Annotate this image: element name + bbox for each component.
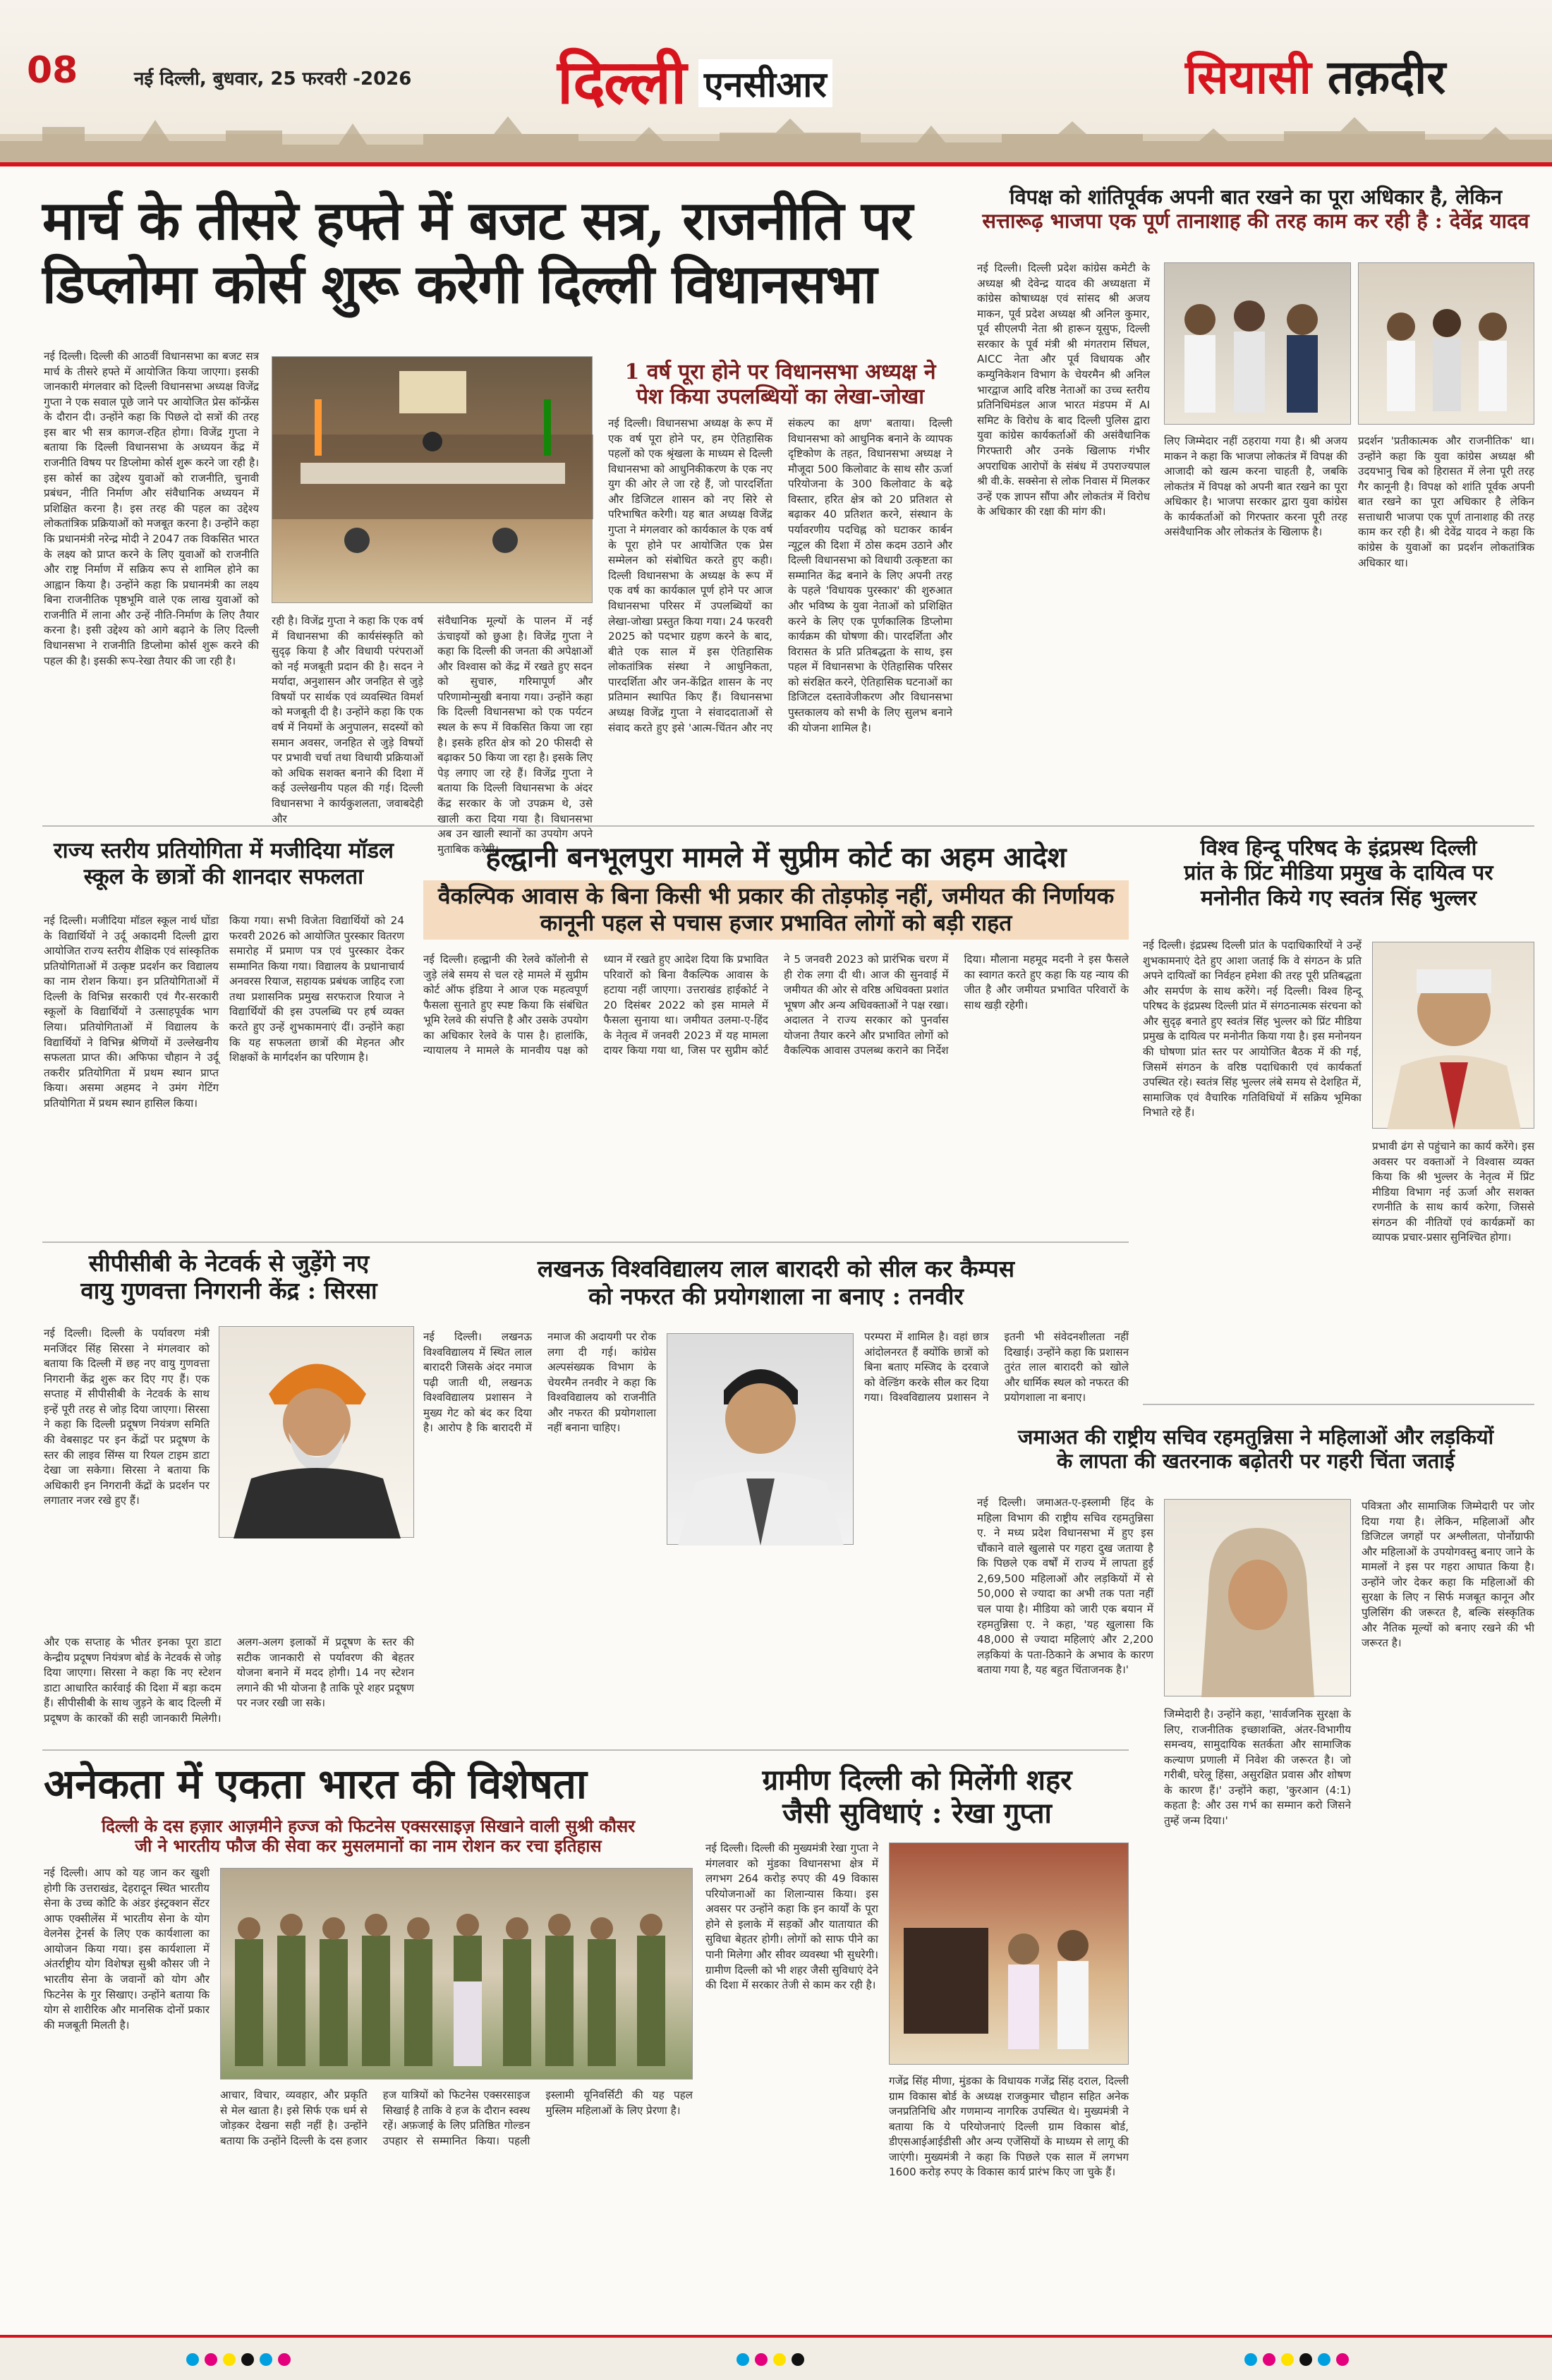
- assembly-hall-icon: [272, 357, 593, 604]
- bhullar-portrait: [1372, 942, 1534, 1129]
- unity-body-right: आचार, विचार, व्यवहार, और प्रकृति से मेल खाता है। इसे सिर्फ एक धर्म से जोड़कर देखना सही नहीं है। उन्होंने बताया कि उन्होंने दिल्ली के दस हजार हज यात्रियों को फिटनेस एक्सरसाइज सिखाई है ताकि वे हज के दौरान स्वस्थ रहें। अफ़जाई के लिए प्रतिष्ठित गोल्डन उपहार से सम्मानित किया। पहली इस्लामी यूनिवर्सिटी की यह पहल मुस्लिम महिलाओं के लिए प्रेरणा है।: [220, 2089, 693, 2147]
- rahmatunnisa-portrait: [1164, 1499, 1351, 1696]
- vhp-body-right: प्रभावी ढंग से पहुंचाने का कार्य करेंगे। इस अवसर पर वक्ताओं ने विश्वास व्यक्त किया कि श्री भुल्लर के नेतृत्व में प्रिंट मीडिया विभाग नई ऊर्जा और सशक्त रणनीति के साथ कार्य करेगा, जिससे संगठन की नीतियों एवं कार्यक्रमों का व्यापक प्रचार-प्रसार सुनिश्चित होगा।: [1372, 1140, 1534, 1244]
- lucknow-headline-line1: लखनऊ विश्वविद्यालय लाल बारादरी को सील कर कैम्पस: [537, 1255, 1015, 1282]
- rural-body-right: गजेंद्र सिंह मीणा, मुंडका के विधायक गजेंद्र सिंह दराल, दिल्ली ग्राम विकास बोर्ड के अध्यक्ष राजकुमार चौहान सहित अनेक जनप्रतिनिधि और गणमान्य नागरिक उपस्थित थे। मुख्यमंत्री ने बताया कि ये परियोजनाएं दिल्ली ग्राम विकास बोर्ड, डीएसआईआईडीसी और अन्य एजेंसियों के माध्यम से लागू की जाएंगी। मुख्यमंत्री ने कहा कि पिछले एक साल में लगभग 1600 करोड़ रुपए के विकास कार्य प्रारंभ किए जा चुके हैं।: [889, 2075, 1129, 2179]
- opposition-body-right: प्रदर्शन 'प्रतीकात्मक और राजनीतिक' था। उन्होंने कहा कि युवा कांग्रेस अध्यक्ष श्री उदयभानु चिब को हिरासत में लेना पूरी तरह गैर कानूनी है। विपक्ष को शांति पूर्वक अपनी बात रखने का पूरा अधिकार है लेकिन सत्ताधारी भाजपा एक पूर्ण तानाशाह की तरह काम कर रही है। श्री देवेंद्र यादव ने कहा कि कांग्रेस के युवाओं का प्रदर्शन लोकतांत्रिक अधिकार था।: [1358, 435, 1534, 569]
- jamaat-body: नई दिल्ली। जमाअत-ए-इस्लामी हिंद के महिला विभाग की राष्ट्रीय सचिव रहमतुन्निसा ए. ने मध्य प्रदेश विधानसभा में हुए इस चौंकाने वाले खुलासे पर गहरा दुख जताया है कि पिछले एक वर्षों में राज्य में लापता हुई 2,69,500 महिलाओं और लड़कियों में से 50,000 से ज्यादा का अभी तक पता नहीं चल पाया है। मीडिया को जारी एक बयान में रहमतुन्निसा ए. ने कहा, 'यह खुलासा कि 48,000 से ज्यादा महिलाएं और 2,200 लड़कियां के पता-ठिकाने के अभाव के कारण बताया गया है, यह बहुत चिंताजनक है।': [977, 1496, 1153, 1677]
- portrait-woman-hijab-icon: [1165, 1500, 1352, 1697]
- lucknow-headline: [423, 1256, 1129, 1311]
- soldiers-group-icon: [221, 1869, 693, 2080]
- section-title: [1185, 44, 1445, 107]
- rural-headline-line1: ग्रामीण दिल्ली को मिलेंगी शहर: [762, 1763, 1072, 1797]
- tanveer-portrait: [667, 1333, 854, 1545]
- section-title-b: तक़दीर: [1327, 49, 1446, 104]
- haldwani-subhead-line1: वैकल्पिक आवास के बिना किसी भी प्रकार की तोड़फोड़ नहीं, जमीयत की निर्णायक: [437, 882, 1115, 909]
- lucknow-headline-line2: को नफरत की प्रयोगशाला ना बनाए : तनवीर: [588, 1282, 964, 1310]
- footer-color-bar: [0, 2335, 1552, 2380]
- cpcb-headline-line2: वायु गुणवत्ता निगरानी केंद्र : सिरसा: [80, 1276, 377, 1304]
- cm-event-photo: [889, 1842, 1129, 2065]
- lead-headline: [42, 189, 952, 315]
- haldwani-headline: हल्द्वानी बनभूलपुरा मामले में सुप्रीम कोर्ट का अहम आदेश: [485, 841, 1067, 874]
- cpcb-body-wide: और एक सप्ताह के भीतर इनका पूरा डाटा केन्द्रीय प्रदूषण नियंत्रण बोर्ड के नेटवर्क से जोड़ दिया जाएगा। सिरसा ने कहा कि नए स्टेशन डाटा आधारित कार्रवाई की दिशा में बड़ा कदम हैं। सीपीसीबी के साथ जुड़ने के बाद दिल्ली में प्रदूषण के कारकों की सही जानकारी मिलेगी। अलग-अलग इलाकों में प्रदूषण के स्तर की सटीक जानकारी से पर्यावरण की बेहतर योजना बनाने में मदद होगी। 14 नए स्टेशन लगाने की भी योजना है ताकि पूरे शहर प्रदूषण पर नजर रखी जा सके।: [44, 1636, 414, 1725]
- delegation-group-icon: [1165, 263, 1352, 425]
- haldwani-subhead: [423, 880, 1129, 940]
- rural-headline: [705, 1763, 1129, 1830]
- masthead: [0, 0, 1552, 162]
- brand-logo: दिल्ली: [557, 47, 686, 118]
- section-rule-4: [42, 1749, 1129, 1751]
- color-registration-dots-right: [1242, 2353, 1352, 2369]
- model-school-body: नई दिल्ली। मजीदिया मॉडल स्कूल नार्थ घोंडा के विद्यार्थियों ने उर्दू अकादमी दिल्ली द्वारा आयोजित राज्य स्तरीय शैक्षिक एवं सांस्कृतिक प्रतियोगिताओं में उत्कृष्ट प्रदर्शन कर विद्यालय का नाम रोशन किया। इन प्रतियोगिताओं में दिल्ली के विभिन्न सरकारी एवं गैर-सरकारी स्कूलों के विद्यार्थियों ने उत्साहपूर्वक भाग लिया। प्रतियोगिताओं में विद्यालय के विद्यार्थियों ने विभिन्न श्रेणियों में उल्लेखनीय सफलता प्राप्त की। अफिफा चौहान ने उर्दू तकरीर प्रतियोगिता में प्रथम स्थान प्राप्त किया। असमा अहमद ने उमंग गेटिंग प्रतियोगिता में प्रथम स्थान हासिल किया।: [44, 914, 219, 1110]
- jamaat-headline-line2: के लापता की खतरनाक बढ़ोतरी पर गहरी चिंता जताई: [1057, 1449, 1455, 1474]
- sirsa-portrait: [219, 1326, 414, 1538]
- opposition-headline-line2: सत्तारूढ़ भाजपा एक पूर्ण तानाशाह की तरह काम कर रही है : देवेंद्र यादव: [982, 209, 1529, 233]
- color-registration-dots-center: [734, 2353, 807, 2369]
- unity-subhead-line2: जी ने भारतीय फौज की सेवा कर मुसलमानों का नाम रोशन कर रचा इतिहास: [135, 1835, 602, 1857]
- model-school-headline-line2: स्कूल के छात्रों की शानदार सफलता: [83, 863, 364, 890]
- cpcb-headline-line1: सीपीसीबी के नेटवर्क से जुड़ेंगे नए: [88, 1249, 370, 1277]
- lead-headline-line2: डिप्लोमा कोर्स शुरू करेगी दिल्ली विधानसभा: [42, 252, 877, 315]
- lead-body-mid: रही है। विजेंद्र गुप्ता ने कहा कि एक वर्ष में विधानसभा की कार्यसंस्कृति को सुदृढ़ किया है और विधायी परंपराओं को नई मजबूती प्रदान की है। सदन ने मर्यादा, अनुशासन और जनहित से जुड़े विषयों पर सार्थक एवं व्यवस्थित विमर्श को मजबूती दी है। उन्होंने कहा कि एक वर्ष में नियमों के अनुपालन, सदस्यों को समान अवसर, जनहित से जुड़े विषयों पर प्रभावी चर्चा तथा विधायी प्रक्रियाओं को अधिक सशक्त बनाने की दिशा में कई उल्लेखनीय पहल की गई। दिल्ली विधानसभा ने कार्यकुशलता, जवाबदेही और: [272, 614, 423, 825]
- lead-body-left: नई दिल्ली। दिल्ली की आठवीं विधानसभा का बजट सत्र मार्च के तीसरे हफ्ते में आयोजित किया जाएगा। इसकी जानकारी मंगलवार को दिल्ली विधानसभा अध्यक्ष विजेंद्र गुप्ता ने एक सवाल पूछे जाने पर आयोजित प्रेस कॉन्फ्रेंस के दौरान दी। उन्होंने कहा कि पिछले दो सत्रों की तरह इस बार भी सत्र कागज-रहित होगा। विजेंद्र गुप्ता ने बताया कि दिल्ली विधानसभा के अध्ययन केंद्र में राजनीति विषय पर डिप्लोमा कोर्स शुरू करने जा रही है। इस कोर्स का उद्देश्य युवाओं को राजनीति, चुनावी प्रबंधन, नीति निर्माण और संवैधानिक अध्ययन में प्रशिक्षित करना है। इस तरह की पहल का उद्देश्य लोकतांत्रिक प्रक्रियाओं को मजबूत करना है। उन्होंने कहा कि प्रधानमंत्री नरेन्द्र मोदी ने 2047 तक विकसित भारत के लक्ष्य को प्राप्त करने के लिए युवाओं को राजनीति और राष्ट्र निर्माण में सक्रिय रूप से शामिल होने का आह्वान किया है। उन्होंने कहा कि प्रधानमंत्री का लक्ष्य बिना राजनीतिक पृष्ठभूमि वाले एक लाख युवाओं को राजनीति में लाना और उन्हें नीति-निर्माण के लिए तैयार करना है। इसी उद्देश्य को आगे बढ़ाने के लिए दिल्ली विधानसभा ने राजनीति डिप्लोमा कोर्स शुरू करने की पहल की है। इसकी रूप-रेखा तैयार की जा रही है।: [44, 350, 259, 667]
- jamaat-headline-line1: जमाअत की राष्ट्रीय सचिव रहमतुन्निसा ने महिलाओं और लड़कियों: [1017, 1425, 1494, 1449]
- rural-headline-line2: जैसी सुविधाएं : रेखा गुप्ता: [782, 1797, 1052, 1830]
- meeting-group-icon: [1359, 263, 1535, 425]
- delegation-photo-1: [1164, 262, 1351, 425]
- cpcb-headline: [44, 1250, 414, 1305]
- unity-headline: अनेकता में एकता भारत की विशेषता: [44, 1760, 587, 1808]
- unity-subhead-line1: दिल्ली के दस हज़ार आज़मीने हज्ज को फिटनेस एक्सरसाइज़ सिखाने वाली सुश्री कौसर: [101, 1816, 636, 1836]
- unity-body: नई दिल्ली। आप को यह जान कर खुशी होगी कि उत्तराखंड, देहरादून स्थित भारतीय सेना के उच्च कोटि के अंडर इंस्ट्रक्शन सेंटर आफ एक्सीलेंस में भारतीय सेना के योग वेलनेस ट्रेनर्स के लिए एक कार्यशाला का आयोजन किया गया। इस कार्यशाला में अंतर्राष्ट्रीय योग विशेषज्ञ सुश्री कौसर जी ने भारतीय सेना के जवानों को योग और फिटनेस के गुर सिखाए। उन्होंने बताया कि योग से शारीरिक और मानसिक दोनों प्रकार की मजबूती मिलती है।: [44, 1866, 210, 2032]
- model-school-headline: [44, 838, 404, 890]
- lead-headline-line1: मार्च के तीसरे हफ्ते में बजट सत्र, राजनीति पर: [42, 189, 913, 252]
- masthead-divider: [0, 162, 1552, 166]
- vhp-headline-line2: प्रांत के प्रिंट मीडिया प्रमुख के दायित्व पर: [1184, 861, 1493, 886]
- delegation-photo-2: [1358, 262, 1534, 425]
- foundation-stone-ceremony-icon: [890, 1843, 1129, 2065]
- lucknow-body: नई दिल्ली। लखनऊ विश्वविद्यालय में स्थित लाल बारादरी जिसके अंदर नमाज पढ़ी जाती थी, लखनऊ विश्वविद्यालय प्रशासन ने मुख्य गेट को बंद कर दिया है। आरोप है कि बारादरी में नमाज की अदायगी पर रोक लगा दी गई। कांग्रेस अल्पसंख्यक विभाग के चेयरमैन तनवीर ने कहा कि विश्वविद्यालय को राजनीति और नफरत की प्रयोगशाला नहीं बनाना चाहिए।: [423, 1330, 656, 1435]
- model-school-body-right: किया गया। सभी विजेता विद्यार्थियों को 24 फरवरी 2026 को आयोजित पुरस्कार वितरण समारोह में प्रमाण पत्र एवं पुरस्कार देकर सम्मानित किया गया। विद्यालय के प्रधानाचार्य अनवरस रियाज, सहायक प्रबंधक जाहिद रजा तथा प्रशासनिक प्रमुख सरफराज रियाज ने विद्यार्थियों की इस उपलब्धि पर हर्ष व्यक्त करते हुए उन्हें शुभकामनाएं दीं। उन्होंने कहा कि यह सफलता छात्रों की मेहनत और शिक्षकों के मार्गदर्शन का परिणाम है।: [229, 914, 404, 1064]
- army-yoga-photo: [220, 1868, 693, 2080]
- vhp-body: नई दिल्ली। इंद्रप्रस्थ दिल्ली प्रांत के पदाधिकारियों ने उन्हें शुभकामनाएं देते हुए आशा जताई कि वे संगठन के प्रति अपने दायित्वों का निर्वहन हमेशा की तरह पूरी प्रतिबद्धता और समर्पण के साथ करेंगे। नई दिल्ली। विश्व हिन्दू परिषद के इंद्रप्रस्थ दिल्ली प्रांत में संगठनात्मक संरचना को और सुदृढ़ बनाते हुए स्वतंत्र सिंह भुल्लर को प्रिंट मीडिया प्रमुख के दायित्व पर मनोनीत किया गया है। इस मनोनयन की घोषणा प्रांत स्तर पर आयोजित बैठक में की गई, जिसमें संगठन के वरिष्ठ पदाधिकारी एवं कार्यकर्ता उपस्थित रहे। स्वतंत्र सिंह भुल्लर लंबे समय से देशहित में, सामाजिक एवं वैचारिक गतिविधियों में सक्रिय भूमिका निभाते रहे हैं।: [1143, 939, 1362, 1119]
- vhp-headline-line1: विश्व हिन्दू परिषद के इंद्रप्रस्थ दिल्ली: [1200, 836, 1477, 861]
- section-rule-2: [42, 1241, 1129, 1243]
- vhp-headline-line3: मनोनीत किये गए स्वतंत्र सिंह भुल्लर: [1200, 885, 1477, 911]
- vhp-headline: [1143, 836, 1534, 911]
- dateline: नई दिल्ली, बुधवार, 25 फरवरी -2026: [134, 68, 412, 90]
- section-rule-3: [1143, 1404, 1534, 1405]
- portrait-turban-man-icon: [219, 1327, 415, 1538]
- opposition-headline: [977, 185, 1534, 233]
- unity-subhead: [44, 1816, 693, 1857]
- portrait-man-icon: [1373, 942, 1535, 1129]
- section-rule-1: [42, 825, 1534, 827]
- city-skyline-icon: [0, 113, 1552, 162]
- opposition-body-top: नई दिल्ली। दिल्ली प्रदेश कांग्रेस कमेटी के अध्यक्ष श्री देवेन्द्र यादव की अध्यक्षता में कांग्रेस कोषाध्यक्ष एवं सांसद श्री अजय माकन, पूर्व प्रदेश अध्यक्ष श्री अनिल कुमार, पूर्व सीएलपी नेता श्री हारून यूसुफ, दिल्ली सरकार के पूर्व मंत्री श्री मंगतराम सिंघल, AICC नेता और पूर्व विधायक और कम्युनिकेशन विभाग के चेयरमैन श्री अनिल भारद्वाज आदि वरिष्ठ नेताओं का उच्च स्तरीय प्रतिनिधिमंडल आज भारत मंडपम में AI समिट के विरोध के बाद दिल्ली पुलिस द्वारा युवा कांग्रेस कार्यकर्ताओं की असंवैधानिक गिरफ्तारी और उनके खिलाफ गंभीर अपराधिक आरोपों के संबंध में उपराज्यपाल श्री वी.के. सक्सेना से लोक निवास में मिलकर उन्हें एक ज्ञापन सौंपा और लोकतंत्र में विरोध के अधिकार की रक्षा की मांग की।: [977, 262, 1150, 518]
- anniversary-body: नई दिल्ली। विधानसभा अध्यक्ष के रूप में एक वर्ष पूरा होने पर, हम ऐतिहासिक पहलों को एक श्रृंखला के माध्यम से दिल्ली विधानसभा को आधुनिकीकरण के एक नए युग की ओर ले जा रहे हैं, जो पारदर्शिता और डिजिटल शासन को नए सिरे से परिभाषित करेगी। यह बात अध्यक्ष विजेंद्र गुप्ता ने मंगलवार को कार्यकाल के एक वर्ष के पूरा होने पर आयोजित एक प्रेस सम्मेलन को संबोधित करते हुए कही। दिल्ली विधानसभा के अध्यक्ष के रूप में एक वर्ष का कार्यकाल पूर्ण होने पर आज विधानसभा परिसर में उपलब्धियों का लेखा-जोखा प्रस्तुत किया गया। 24 फरवरी 2025 को पदभार ग्रहण करने के बाद, बीते एक साल में इस ऐतिहासिक लोकतांत्रिक संस्था ने आधुनिकता, पारदर्शिता और जन-केंद्रित शासन के नए प्रतिमान स्थापित किए हैं। विधानसभा अध्यक्ष विजेंद्र गुप्ता ने संवाददाताओं से संवाद करते हुए इसे 'आत्म-चिंतन और नए संकल्प का क्षण' बताया। दिल्ली विधानसभा को आधुनिक बनाने के व्यापक दृष्टिकोण के तहत, विधानसभा अध्यक्ष ने मौजूदा 500 किलोवाट के साथ सौर ऊर्जा परियोजना के 300 किलोवाट के बढ़े विस्तार, हरित क्षेत्र को 20 प्रतिशत से बढ़ाकर 40 प्रतिशत करने, संस्थान के पर्यावरणीय पदचिह्न को घटाकर कार्बन न्यूट्रल की दिशा में ठोस कदम उठाने और दिल्ली विधानसभा को विधायी उत्कृष्टता का सम्मानित केंद्र बनाने के लिए अपनी तरह के पहले 'विधायक पुरस्कार' की शुरुआत और भविष्य के युवा नेताओं को प्रशिक्षित करने के लिए एक पूर्णकालिक डिप्लोमा कार्यक्रम की घोषणा की। पारदर्शिता और विरासत के प्रति प्रतिबद्धता के साथ, इस पहल में विधानसभा के ऐतिहासिक परिसर को संरक्षित करने, ऐतिहासिक घटनाओं का डिजिटल दस्तावेजीकरण और विधानसभा पुस्तकालय को सभी के लिए सुलभ बनाने की योजना शामिल है।: [608, 417, 952, 734]
- brand-sub: एनसीआर: [698, 59, 832, 107]
- portrait-man-icon: [667, 1334, 854, 1546]
- assembly-photo: [272, 356, 593, 603]
- section-title-a: सियासी: [1185, 49, 1311, 104]
- rural-body: नई दिल्ली। दिल्ली की मुख्यमंत्री रेखा गुप्ता ने मंगलवार को मुंडका विधानसभा क्षेत्र में लगभग 264 करोड़ रुपए की 49 विकास परियोजनाओं का शिलान्यास किया। इस अवसर पर उन्होंने कहा कि इन कार्यों के पूरा होने से इलाके में सड़कों और यातायात की सुविधा बेहतर होगी। लोगों को साफ पीने का पानी मिलेगा और सीवर व्यवस्था भी सुधरेगी। ग्रामीण दिल्ली को भी शहर जैसी सुविधाएं देने की दिशा में सरकार तेजी से काम कर रही है।: [705, 1842, 878, 1992]
- anniversary-headline: 1 वर्ष पूरा होने पर विधानसभा अध्यक्ष ने पेश किया उपलब्धियों का लेखा-जोखा: [624, 360, 936, 410]
- color-registration-dots-left: [183, 2353, 293, 2369]
- page-number: 08: [27, 49, 78, 92]
- jamaat-body-mid: जिम्मेदारी है। उन्होंने कहा, 'सार्वजनिक सुरक्षा के लिए, राजनीतिक इच्छाशक्ति, अंतर-विभागीय समन्वय, सामुदायिक सतर्कता और सामाजिक कल्याण प्रणाली में निवेश की जरूरत है। जो गरीबी, घरेलू हिंसा, असुरक्षित प्रवास और शोषण के कारण हैं।' उन्होंने कहा, 'कुरआन (4:1) कहता है: और उस गर्भ का सम्मान करो जिसने तुम्हें जन्म दिया।': [1164, 1708, 1351, 1828]
- lead-body-right: संवैधानिक मूल्यों के पालन में नई ऊंचाइयों को छुआ है। विजेंद्र गुप्ता ने कहा कि दिल्ली की जनता की अपेक्षाओं और विश्वास को केंद्र में रखते हुए सदन को सुचारु, गरिमापूर्ण और परिणामोन्मुखी बनाया गया। उन्होंने कहा कि दिल्ली विधानसभा को एक पर्यटन स्थल के रूप में विकसित किया जा रहा है। इसके हरित क्षेत्र को 20 फीसदी से बढ़ाकर 50 किया जा रहा है। इसके लिए पेड़ लगाए जा रहे हैं। विजेंद्र गुप्ता ने बताया कि दिल्ली विधानसभा के अंदर केंद्र सरकार के जो उपक्रम थे, उसे खाली करा दिया गया है। विधानसभा अब उन खाली स्थानों का उपयोग अपने मुताबिक करेगी।: [437, 614, 593, 856]
- opposition-body-mid: लिए जिम्मेदार नहीं ठहराया गया है। श्री अजय माकन ने कहा कि भाजपा लोकतंत्र में विपक्ष की आजादी को खत्म करना चाहती है, जबकि लोकतंत्र में विपक्ष को अपनी बात रखने का पूरा अधिकार है। भाजपा सरकार द्वारा युवा कांग्रेस के कार्यकर्ताओं को गिरफ्तार करना पूरी तरह असंवैधानिक और लोकतंत्र के खिलाफ है।: [1164, 435, 1347, 539]
- haldwani-subhead-line2: कानूनी पहल से पचास हजार प्रभावित लोगों को बड़ी राहत: [540, 909, 1012, 936]
- jamaat-body-right: पवित्रता और सामाजिक जिम्मेदारी पर जोर दिया गया है। लेकिन, महिलाओं और डिजिटल जगहों पर अश्लीलता, पोर्नोग्राफी और महिलाओं के उपयोगवस्तु बनाए जाने के मामलों ने इस पर गहरा आघात किया है। उन्होंने जोर देकर कहा कि महिलाओं की सुरक्षा के लिए न सिर्फ मजबूत कानून और पुलिसिंग की जरूरत है, बल्कि संस्कृतिक और नैतिक मूल्यों को बनाए रखने की भी जरूरत है।: [1362, 1500, 1534, 1650]
- jamaat-headline: [977, 1425, 1534, 1473]
- haldwani-body: नई दिल्ली। हल्द्वानी की रेलवे कॉलोनी से जुड़े लंबे समय से चल रहे मामले में सुप्रीम कोर्ट ऑफ इंडिया ने आज एक महत्वपूर्ण फैसला सुनाते हुए स्पष्ट किया कि संबंधित भूमि रेलवे की संपत्ति है और उसके उपयोग का अधिकार रेलवे के पास है। हालांकि, न्यायालय ने मामले के मानवीय पक्ष को ध्यान में रखते हुए आदेश दिया कि प्रभावित परिवारों को बिना वैकल्पिक आवास के हटाया नहीं जाएगा। उत्तराखंड हाईकोर्ट ने 20 दिसंबर 2022 को इस मामले में फैसला सुनाया था। जमीयत उलमा-ए-हिंद के नेतृत्व में जनवरी 2023 में यह मामला दायर किया गया था, जिस पर सुप्रीम कोर्ट ने 5 जनवरी 2023 को प्रारंभिक चरण में ही रोक लगा दी थी। आज की सुनवाई में जमीयत की ओर से वरिष्ठ अधिवक्ता प्रशांत भूषण और अन्य अधिवक्ताओं ने पक्ष रखा। अदालत ने राज्य सरकार को पुनर्वास योजना तैयार करने और प्रभावित लोगों को वैकल्पिक आवास उपलब्ध कराने का निर्देश दिया। मौलाना महमूद मदनी ने इस फैसले का स्वागत करते हुए कहा कि यह न्याय की जीत है और जमीयत प्रभावित परिवारों के साथ खड़ी रहेगी।: [423, 953, 1129, 1057]
- lucknow-body-right: परम्परा में शामिल है। वहां छात्र आंदोलनरत हैं क्योंकि छात्रों को बिना बताए मस्जिद के दरवाजे को वेल्डिंग करके सील कर दिया गया। विश्वविद्यालय प्रशासन ने इतनी भी संवेदनशीलता नहीं दिखाई। उन्होंने कहा कि प्रशासन तुरंत लाल बारादरी को खोले और धार्मिक स्थल को नफरत की प्रयोगशाला ना बनाए।: [864, 1330, 1129, 1404]
- opposition-headline-line1: विपक्ष को शांतिपूर्वक अपनी बात रखने का पूरा अधिकार है, लेकिन: [1009, 185, 1503, 209]
- cpcb-body: नई दिल्ली। दिल्ली के पर्यावरण मंत्री मनजिंदर सिंह सिरसा ने मंगलवार को बताया कि दिल्ली में छह नए वायु गुणवत्ता निगरानी केंद्र शुरू कर दिए गए हैं। एक सप्ताह में सीपीसीबी के नेटवर्क के साथ इन्हें पूरी तरह से जोड़ दिया जाएगा। सिरसा ने कहा कि दिल्ली प्रदूषण नियंत्रण समिति की वेबसाइट पर इन केंद्रों पर प्रदूषण के स्तर की लाइव सिंग्स या रियल टाइम डाटा देखा जा सकेगा। सिरसा ने बताया कि अधिकारी इन निगरानी केंद्रों के प्रदर्शन पर लगातार नजर रखे हुए हैं।: [44, 1327, 210, 1507]
- model-school-headline-line1: राज्य स्तरीय प्रतियोगिता में मजीदिया मॉडल: [53, 838, 394, 863]
